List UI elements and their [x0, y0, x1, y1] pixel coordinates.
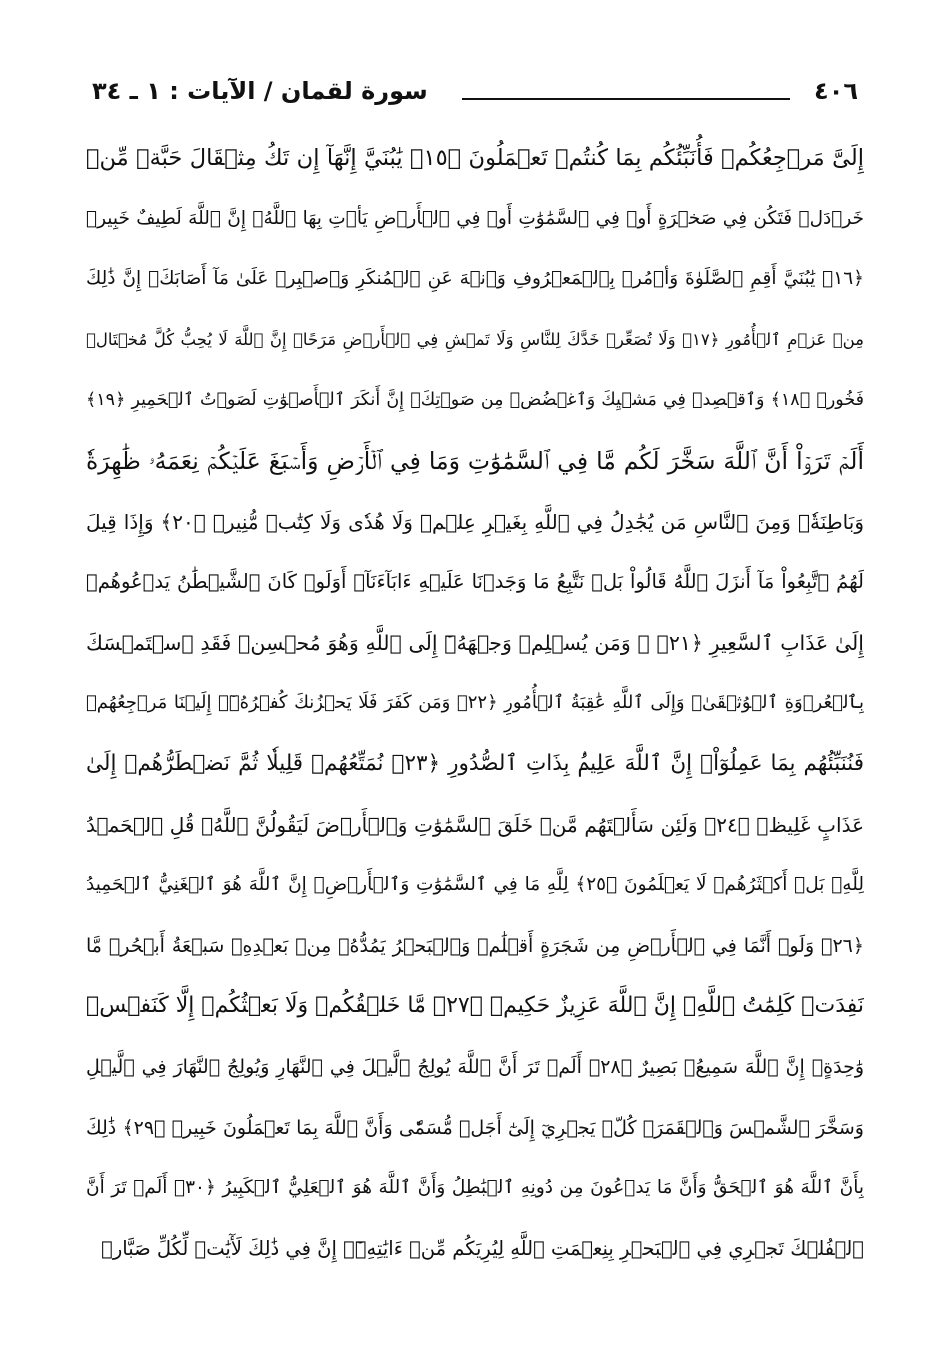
verse-line: أَلَمۡ تَرَوۡاْ أَنَّ ٱللَّهَ سَخَّرَ لَكُم مَّا فِي ٱلسَّمَٰوَٰتِ وَمَا فِي ٱلۡأَرۡضِ وَأَسۡبَغَ عَلَيۡكُمۡ نِعَمَهُۥ ظَٰهِرَةٗ [86, 446, 864, 475]
verse-line: إِلَىَّ مَرۡجِعُكُمۡ فَأُنَبِّئُكُم بِمَا كُنتُمۡ تَعۡمَلُونَ ﴿١٥﴾ يَٰبُنَيَّ إِنَّهَآ إِن تَكُ مِثۡقَالَ حَبَّةٖ مِّنۡ [86, 145, 864, 171]
verse-line: بِٱلۡعُرۡوَةِ ٱلۡوُثۡقَىٰۗ وَإِلَى ٱللَّهِ عَٰقِبَةُ ٱلۡأُمُورِ ﴿٢٢﴾ وَمَن كَفَرَ فَلَا يَحۡزُنكَ كُفۡرُهُۥٓۚ إِلَيۡنَا مَرۡجِعُهُمۡ [86, 692, 864, 714]
verse-line: إِلَىٰ عَذَابِ ٱلسَّعِيرِ ﴿٢١﴾ ۞ وَمَن يُسۡلِمۡ وَجۡهَهُۥٓ إِلَى ٱللَّهِ وَهُوَ مُحۡسِنٞ فَقَدِ ٱسۡتَمۡسَكَ [86, 630, 864, 655]
verse-line: ﴿٢٦﴾ وَلَوۡ أَنَّمَا فِي ٱلۡأَرۡضِ مِن شَجَرَةٍ أَقۡلَٰمٞ وَٱلۡبَحۡرُ يَمُدُّهُۥ مِنۢ بَعۡدِهِۦ سَبۡعَةُ أَبۡحُرٖ مَّا [86, 934, 864, 957]
page-header [92, 76, 858, 110]
verse-line: لِلَّهِۚ بَلۡ أَكۡثَرُهُمۡ لَا يَعۡلَمُونَ ﴿٢٥﴾ لِلَّهِ مَا فِي ٱلسَّمَٰوَٰتِ وَٱلۡأَرۡضِۚ إِنَّ ٱللَّهَ هُوَ ٱلۡغَنِيُّ ٱلۡحَمِيدُ [86, 874, 864, 896]
verse-line: وَسَخَّرَ ٱلشَّمۡسَ وَٱلۡقَمَرَۖ كُلّٞ يَجۡرِيٓ إِلَىٰٓ أَجَلٖ مُّسَمّٗى وَأَنَّ ٱللَّهَ بِمَا تَعۡمَلُونَ خَبِيرٞ ﴿٢٩﴾ ذَٰلِكَ [86, 1116, 864, 1139]
header-rule [462, 98, 790, 100]
verse-line: مِنۡ عَزۡمِ ٱلۡأُمُورِ ﴿١٧﴾ وَلَا تُصَعِّرۡ خَدَّكَ لِلنَّاسِ وَلَا تَمۡشِ فِي ٱلۡأَرۡضِ مَرَحًاۖ إِنَّ ٱللَّهَ لَا يُحِبُّ كُلَّ مُخۡتَالٖ [86, 329, 864, 349]
verse-line: وَبَاطِنَةٗۗ وَمِنَ ٱلنَّاسِ مَن يُجَٰدِلُ فِي ٱللَّهِ بِغَيۡرِ عِلۡمٖ وَلَا هُدٗى وَلَا كِتَٰبٖ مُّنِيرٖ ﴿٢٠﴾ وَإِذَا قِيلَ [86, 509, 864, 534]
verse-line: فَخُورٖ ﴿١٨﴾ وَٱقۡصِدۡ فِي مَشۡيِكَ وَٱغۡضُضۡ مِن صَوۡتِكَۚ إِنَّ أَنكَرَ ٱلۡأَصۡوَٰتِ لَصَوۡتُ ٱلۡحَمِيرِ ﴿١٩﴾ [86, 390, 864, 411]
surah-title: سورة لقمان / الآيات : ١ ـ ٣٤ [92, 77, 428, 105]
verse-line: خَرۡدَلٖ فَتَكُن فِي صَخۡرَةٍ أَوۡ فِي ٱلسَّمَٰوَٰتِ أَوۡ فِي ٱلۡأَرۡضِ يَأۡتِ بِهَا ٱللَّهُۚ إِنَّ ٱللَّهَ لَطِيفٌ خَبِيرٞ [86, 207, 864, 229]
verse-line: ٱلۡفُلۡكَ تَجۡرِي فِي ٱلۡبَحۡرِ بِنِعۡمَتِ ٱللَّهِ لِيُرِيَكُم مِّنۡ ءَايَٰتِهِۦٓۚ إِنَّ فِي ذَٰلِكَ لَأٓيَٰتٖ لِّكُلِّ صَبَّارٖ [101, 1236, 864, 1260]
verse-line: عَذَابٍ غَلِيظٖ ﴿٢٤﴾ وَلَئِن سَأَلۡتَهُم مَّنۡ خَلَقَ ٱلسَّمَٰوَٰتِ وَٱلۡأَرۡضَ لَيَقُولُنَّ ٱللَّهُۚ قُلِ ٱلۡحَمۡدُ [86, 812, 864, 837]
verse-line: فَنُنَبِّئُهُم بِمَا عَمِلُوٓاْۚ إِنَّ ٱللَّهَ عَلِيمُۢ بِذَاتِ ٱلصُّدُورِ ﴿٢٣﴾ نُمَتِّعُهُمۡ قَلِيلٗا ثُمَّ نَضۡطَرُّهُمۡ إِلَىٰ [86, 750, 864, 776]
verse-line: ﴿١٦﴾ يَٰبُنَيَّ أَقِمِ ٱلصَّلَوٰةَ وَأۡمُرۡ بِٱلۡمَعۡرُوفِ وَٱنۡهَ عَنِ ٱلۡمُنكَرِ وَٱصۡبِرۡ عَلَىٰ مَآ أَصَابَكَۖ إِنَّ ذَٰلِكَ [86, 268, 864, 290]
page-number: ٤٠٦ [814, 77, 858, 105]
verse-line: نَفِدَتۡ كَلِمَٰتُ ٱللَّهِۚ إِنَّ ٱللَّهَ عَزِيزٌ حَكِيمٞ ﴿٢٧﴾ مَّا خَلۡقُكُمۡ وَلَا بَعۡثُكُمۡ إِلَّا كَنَفۡسٖ [86, 993, 864, 1019]
verse-line: وَٰحِدَةٍۚ إِنَّ ٱللَّهَ سَمِيعُۢ بَصِيرٌ ﴿٢٨﴾ أَلَمۡ تَرَ أَنَّ ٱللَّهَ يُولِجُ ٱلَّيۡلَ فِي ٱلنَّهَارِ وَيُولِجُ ٱلنَّهَارَ فِي ٱلَّيۡلِ [86, 1055, 864, 1078]
verse-line: بِأَنَّ ٱللَّهَ هُوَ ٱلۡحَقُّ وَأَنَّ مَا يَدۡعُونَ مِن دُونِهِ ٱلۡبَٰطِلُ وَأَنَّ ٱللَّهَ هُوَ ٱلۡعَلِيُّ ٱلۡكَبِيرُ ﴿٣٠﴾ أَلَمۡ تَرَ أَنَّ [86, 1177, 864, 1199]
verse-text-block [86, 128, 864, 1308]
verse-line: لَهُمُ ٱتَّبِعُواْ مَآ أَنزَلَ ٱللَّهُ قَالُواْ بَلۡ نَتَّبِعُ مَا وَجَدۡنَا عَلَيۡهِ ءَابَآءَنَآۚ أَوَلَوۡ كَانَ ٱلشَّيۡطَٰنُ يَدۡعُوهُمۡ [86, 570, 864, 594]
